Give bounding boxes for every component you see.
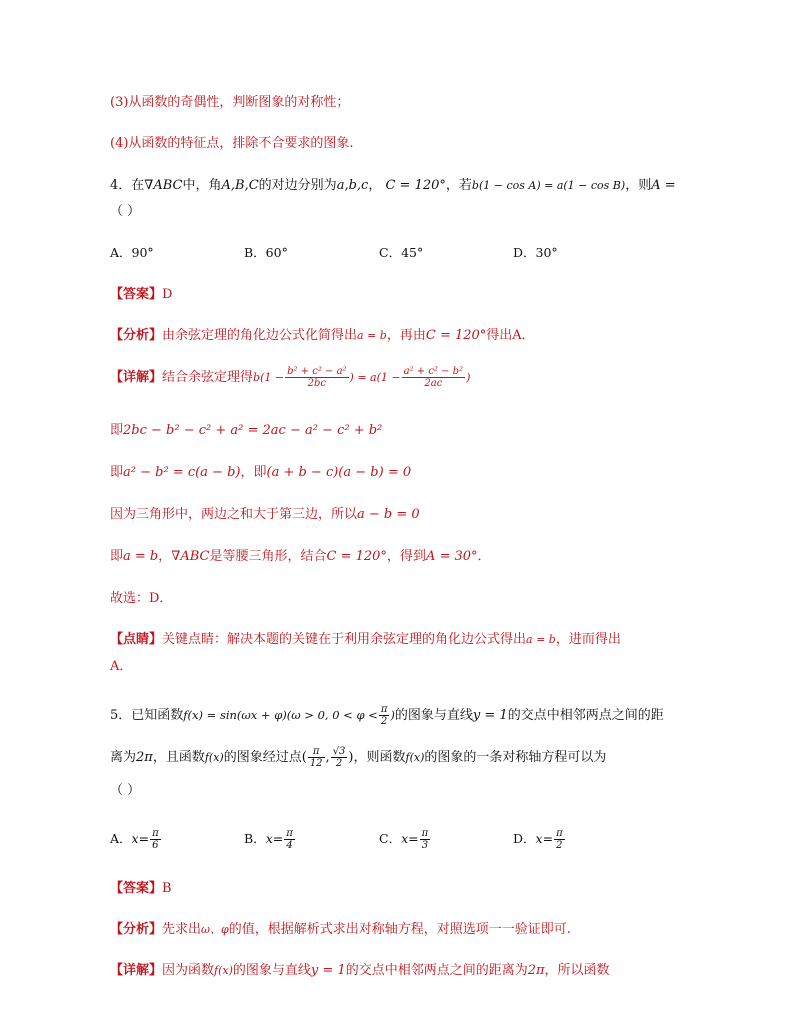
q4-key-point: 【点睛】关键点睛：解决本题的关键在于利用余弦定理的角化边公式得出a = b，进而得出 xyxy=(110,632,621,647)
fraction: $\frac{\text{b² + c² − a²}}{2bc}$ xyxy=(287,366,347,389)
q5-analysis: 【分析】先求出ω、φ的值，根据解析式求出对称轴方程，对照选项一一验证即可. xyxy=(110,922,571,937)
q5-stem-2: 离为2π，且函数f(x)的图象经过点( $\frac{\pi}{12}$ , $\frac{√3}{2}$ )，则函数f(x)的图象的一条对称轴方程可以为 xyxy=(110,746,607,769)
q4-conclusion: 故选：D． xyxy=(110,591,173,606)
q4-step-1: 即2bc − b² − c² + a² = 2ac − a² − c² + b² xyxy=(110,423,383,438)
q4-answer: 【答案】D xyxy=(110,287,173,302)
q5-option-c: C．x= $\frac{\pi}{3}$ xyxy=(379,828,429,851)
q5-option-d: D．x= $\frac{\pi}{2}$ xyxy=(513,828,563,851)
analysis-tag: 【分析】 xyxy=(110,328,163,343)
q4-answer-paren: （ ） xyxy=(110,204,141,219)
q4-stem: 4．在∇ABC中，角A,B,C的对边分别为a,b,c， C = 120°，若b(1 − cos A) = a(1 − cos B)，则A = xyxy=(110,178,676,193)
triangle-symbol: ∇ABC xyxy=(171,549,210,564)
point-tag: 【点睛】 xyxy=(110,632,163,647)
q4-option-c: C．45° xyxy=(379,245,424,260)
q4-step-3: 因为三角形中，两边之和大于第三边，所以a − b = 0 xyxy=(110,507,420,522)
q4-detail: 【详解】结合余弦定理得b(1 − $\frac{\text{b² + c² − a²}}{2bc}$ ) = a(1 − $\frac{\text{a² + c² − b²}}{2ac}$ ) xyxy=(110,366,471,389)
fraction: $\frac{\pi}{2}$ xyxy=(380,704,388,727)
fraction: $\frac{\pi}{3}$ xyxy=(421,828,429,851)
q5-option-a: A．x= $\frac{\pi}{6}$ xyxy=(110,828,159,851)
q5-stem: 5．已知函数f(x) = sin(ωx + φ)(ω > 0, 0 < φ < $\frac{\pi}{2}$ )的图象与直线y = 1的交点中相邻两点之间的距 xyxy=(110,704,664,727)
q5-detail: 【详解】因为函数f(x)的图象与直线y = 1的交点中相邻两点之间的距离为2π，所以函数 xyxy=(110,963,610,978)
triangle-symbol: ∇ABC xyxy=(144,178,183,193)
q4-key-point-end: A． xyxy=(110,659,133,674)
answer-tag: 【答案】 xyxy=(110,287,163,302)
q4-analysis: 【分析】由余弦定理的角化边公式化简得出a = b，再由C = 120°得出A． xyxy=(110,328,535,343)
q5-answer: 【答案】B xyxy=(110,881,172,896)
fraction: $\frac{\text{a² + c² − b²}}{2ac}$ xyxy=(403,366,464,389)
q5-option-b: B．x= $\frac{\pi}{4}$ xyxy=(244,828,293,851)
intro-item-3: (3)从函数的奇偶性，判断图象的对称性； xyxy=(110,95,350,110)
fraction: $\frac{\pi}{2}$ xyxy=(556,828,563,851)
q5-answer-paren: （ ） xyxy=(110,783,141,798)
q4-option-a: A．90° xyxy=(110,245,154,260)
detail-tag: 【详解】 xyxy=(110,963,163,978)
intro-item-4: (4)从函数的特征点，排除不合要求的图象. xyxy=(110,136,354,151)
fraction: $\frac{√3}{2}$ xyxy=(332,746,346,769)
q4-step-2: 即a² − b² = c(a − b)，即(a + b − c)(a − b) = 0 xyxy=(110,465,412,480)
answer-tag: 【答案】 xyxy=(110,881,163,896)
q4-option-b: B．60° xyxy=(244,245,288,260)
q4-step-4: 即a = b，∇ABC是等腰三角形，结合C = 120°，得到A = 30°． xyxy=(110,549,491,564)
detail-tag: 【详解】 xyxy=(110,370,163,385)
fraction: $\frac{\pi}{12}$ xyxy=(309,746,323,769)
q4-option-d: D．30° xyxy=(513,245,558,260)
fraction: $\frac{\pi}{4}$ xyxy=(286,828,293,851)
fraction: $\frac{\pi}{6}$ xyxy=(152,828,159,851)
analysis-tag: 【分析】 xyxy=(110,922,163,937)
